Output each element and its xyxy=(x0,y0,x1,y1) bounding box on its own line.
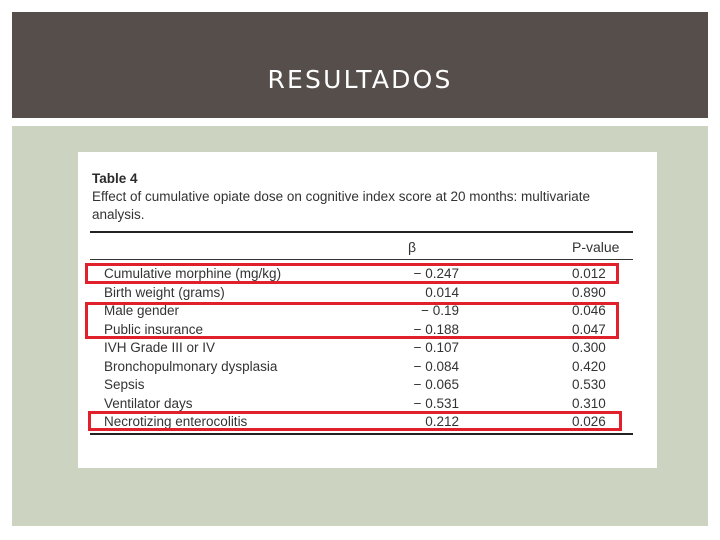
row-p-value: 0.420 xyxy=(572,358,606,374)
row-p-value: 0.310 xyxy=(572,395,606,411)
row-p-value: 0.046 xyxy=(572,303,606,318)
highlight-box-gender-insurance xyxy=(85,302,619,339)
row-beta: 0.212 xyxy=(425,414,459,429)
table-row xyxy=(78,358,657,377)
table-row xyxy=(78,376,657,395)
row-variable: Birth weight (grams) xyxy=(104,284,225,300)
row-variable: Cumulative morphine (mg/kg) xyxy=(104,266,282,281)
row-beta: − 0.188 xyxy=(413,321,459,337)
row-variable: IVH Grade III or IV xyxy=(104,340,216,355)
row-beta: − 0.084 xyxy=(413,358,459,374)
row-p-value: 0.530 xyxy=(572,377,606,392)
row-beta: − 0.065 xyxy=(413,377,459,392)
row-variable: Ventilator days xyxy=(104,395,193,411)
row-variable: Public insurance xyxy=(104,321,204,337)
slide-title: RESULTADOS xyxy=(267,65,453,94)
row-variable: Male gender xyxy=(104,303,180,318)
row-variable: Necrotizing enterocolitis xyxy=(104,414,248,429)
row-beta: − 0.19 xyxy=(421,303,459,318)
table-top-rule xyxy=(90,231,633,233)
row-variable: Sepsis xyxy=(104,377,145,392)
table-caption: Effect of cumulative opiate dose on cognitive index score at 20 months: multivariate analysis. xyxy=(92,189,591,222)
row-p-value: 0.047 xyxy=(572,321,606,337)
row-p-value: 0.026 xyxy=(572,414,606,429)
row-variable: Bronchopulmonary dysplasia xyxy=(104,358,278,374)
row-beta: − 0.247 xyxy=(413,266,459,281)
table-label: Table 4 xyxy=(92,171,138,186)
table-row xyxy=(78,284,657,303)
row-p-value: 0.890 xyxy=(572,284,606,300)
slide-header xyxy=(12,12,708,118)
row-p-value: 0.012 xyxy=(572,266,606,281)
row-beta: − 0.107 xyxy=(413,340,459,355)
row-beta: − 0.531 xyxy=(413,395,459,411)
table-header-rule xyxy=(90,259,633,260)
highlight-box-morphine xyxy=(85,263,619,284)
table-row xyxy=(78,339,657,358)
table-bottom-rule xyxy=(90,433,633,435)
column-header-p-value: P-value xyxy=(572,239,620,255)
highlight-box-enterocolitis xyxy=(88,411,622,431)
row-beta: 0.014 xyxy=(425,284,459,300)
column-header-beta: β xyxy=(408,239,417,255)
row-p-value: 0.300 xyxy=(572,340,606,355)
